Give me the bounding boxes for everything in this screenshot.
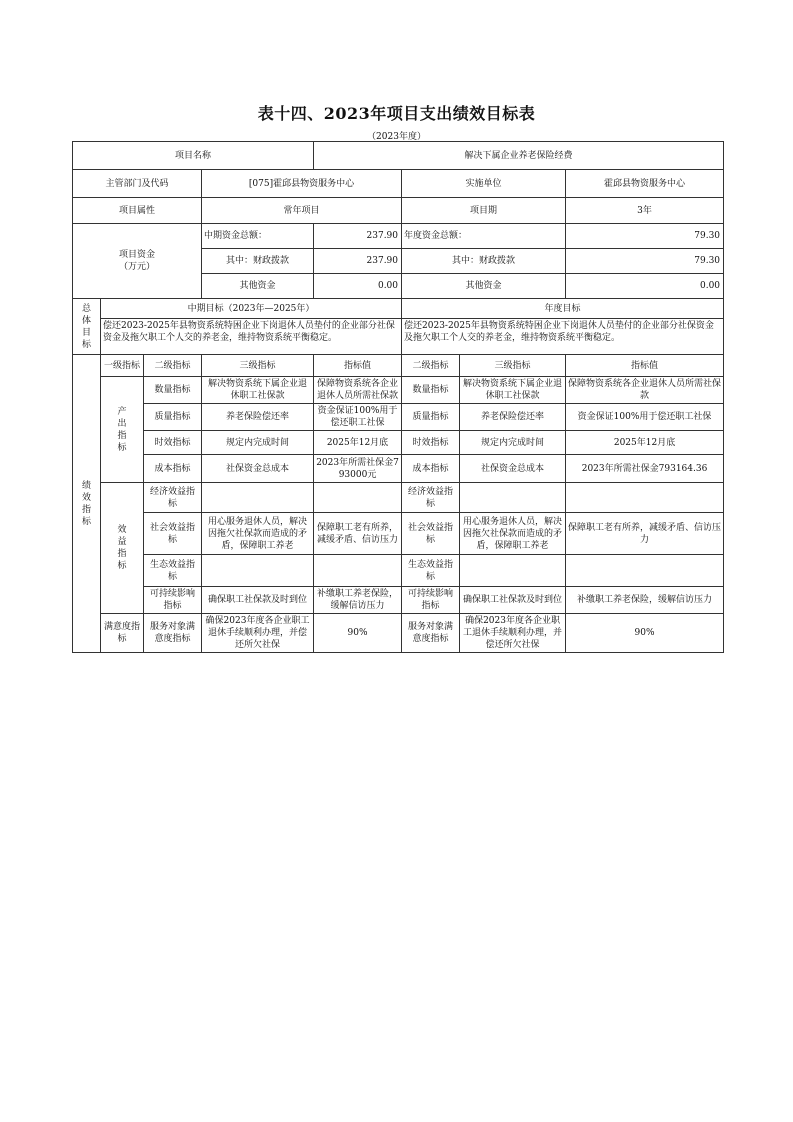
year-goal-header: 年度目标 bbox=[402, 299, 724, 319]
year-value bbox=[566, 555, 724, 587]
mid-goal-header: 中期目标（2023年—2025年） bbox=[101, 299, 402, 319]
year-total-label: 年度资金总额： bbox=[402, 224, 566, 249]
mid-level2: 时效指标 bbox=[144, 431, 202, 455]
mid-other-label: 其他资金 bbox=[202, 274, 314, 299]
table-row bbox=[73, 587, 724, 614]
year-fiscal-value: 79.30 bbox=[566, 249, 724, 274]
mid-level3: 确保职工社保款及时到位 bbox=[202, 587, 314, 614]
mid-level3: 社保资金总成本 bbox=[202, 455, 314, 483]
table-row bbox=[73, 513, 724, 555]
row-goal-text bbox=[73, 319, 724, 355]
mid-level3: 解决物资系统下属企业退休职工社保款 bbox=[202, 377, 314, 404]
header-level1: 一级指标 bbox=[101, 355, 144, 377]
table-row bbox=[73, 431, 724, 455]
mid-level2: 经济效益指标 bbox=[144, 483, 202, 513]
impl-label: 实施单位 bbox=[402, 170, 566, 198]
output-indicator-label bbox=[101, 377, 144, 483]
mid-level3: 确保2023年度各企业职工退休手续顺利办理，并偿还所欠社保 bbox=[202, 614, 314, 653]
year-level2: 服务对象满意度指标 bbox=[402, 614, 460, 653]
year-level3: 确保职工社保款及时到位 bbox=[460, 587, 566, 614]
year-value: 保障物资系统各企业退休人员所需社保款 bbox=[566, 377, 724, 404]
year-level2: 数量指标 bbox=[402, 377, 460, 404]
impl-value: 霍邱县物资服务中心 bbox=[566, 170, 724, 198]
year-value: 补缴职工养老保险，缓解信访压力 bbox=[566, 587, 724, 614]
mid-fiscal-label: 其中：财政拨款 bbox=[202, 249, 314, 274]
table-row bbox=[73, 614, 724, 653]
mid-level2: 生态效益指标 bbox=[144, 555, 202, 587]
mid-value bbox=[314, 483, 402, 513]
fund-unit: （万元） bbox=[118, 262, 155, 272]
mid-level3 bbox=[202, 555, 314, 587]
year-value: 保障职工老有所养，减缓矛盾、信访压力 bbox=[566, 513, 724, 555]
performance-goal-table bbox=[72, 141, 724, 653]
page-title: 表十四、2023年项目支出绩效目标表 bbox=[257, 104, 536, 123]
row-project-name bbox=[73, 142, 724, 170]
row-fund-total bbox=[73, 224, 724, 249]
year-value: 资金保证100%用于偿还职工社保 bbox=[566, 404, 724, 431]
row-indicator-header bbox=[73, 355, 724, 377]
year-level3: 规定内完成时间 bbox=[460, 431, 566, 455]
year-note: （2023年度） bbox=[367, 132, 426, 142]
mid-other-value: 0.00 bbox=[314, 274, 402, 299]
year-level3 bbox=[460, 483, 566, 513]
mid-level3: 规定内完成时间 bbox=[202, 431, 314, 455]
mid-level2: 可持续影响指标 bbox=[144, 587, 202, 614]
mid-value: 2025年12月底 bbox=[314, 431, 402, 455]
fund-label-cell bbox=[73, 224, 202, 299]
performance-indicator-label bbox=[73, 355, 101, 653]
mid-level2: 数量指标 bbox=[144, 377, 202, 404]
mid-level2: 质量指标 bbox=[144, 404, 202, 431]
mid-level3: 养老保险偿还率 bbox=[202, 404, 314, 431]
table-row bbox=[73, 483, 724, 513]
mid-value: 2023年所需社保金793000元 bbox=[314, 455, 402, 483]
year-level2: 时效指标 bbox=[402, 431, 460, 455]
dept-label: 主管部门及代码 bbox=[73, 170, 202, 198]
mid-total-value: 237.90 bbox=[314, 224, 402, 249]
period-value: 3年 bbox=[566, 198, 724, 224]
header-level2-mid: 二级指标 bbox=[144, 355, 202, 377]
year-level2: 质量指标 bbox=[402, 404, 460, 431]
year-level3: 解决物资系统下属企业退休职工社保款 bbox=[460, 377, 566, 404]
project-name: 解决下属企业养老保险经费 bbox=[314, 142, 724, 170]
mid-value bbox=[314, 555, 402, 587]
mid-fiscal-value: 237.90 bbox=[314, 249, 402, 274]
mid-goal-text: 偿还2023-2025年县物资系统特困企业下岗退休人员垫付的企业部分社保资金及拖欠职工个人交的养老金，维持物资系统平衡稳定。 bbox=[101, 319, 402, 355]
table-row bbox=[73, 404, 724, 431]
table-row bbox=[73, 455, 724, 483]
header-level3-mid: 三级指标 bbox=[202, 355, 314, 377]
header-value-year: 指标值 bbox=[566, 355, 724, 377]
year-other-label: 其他资金 bbox=[402, 274, 566, 299]
header-level3-year: 三级指标 bbox=[460, 355, 566, 377]
year-other-value: 0.00 bbox=[566, 274, 724, 299]
header-value-mid: 指标值 bbox=[314, 355, 402, 377]
mid-level3 bbox=[202, 483, 314, 513]
year-level3: 用心服务退休人员，解决因拖欠社保款而造成的矛盾，保障职工养老 bbox=[460, 513, 566, 555]
period-label: 项目期 bbox=[402, 198, 566, 224]
mid-level2: 社会效益指标 bbox=[144, 513, 202, 555]
dept-value: [075]霍邱县物资服务中心 bbox=[202, 170, 402, 198]
year-level2: 经济效益指标 bbox=[402, 483, 460, 513]
mid-level2: 成本指标 bbox=[144, 455, 202, 483]
mid-value: 资金保证100%用于偿还职工社保 bbox=[314, 404, 402, 431]
mid-value: 90% bbox=[314, 614, 402, 653]
year-value: 2023年所需社保金793164.36 bbox=[566, 455, 724, 483]
satisfaction-indicator-label: 满意度指标 bbox=[101, 614, 144, 653]
year-value bbox=[566, 483, 724, 513]
year-level3: 确保2023年度各企业职工退休手续顺利办理，并偿还所欠社保 bbox=[460, 614, 566, 653]
row-goal-header bbox=[73, 299, 724, 319]
mid-value: 保障职工老有所养，减缓矛盾、信访压力 bbox=[314, 513, 402, 555]
mid-level2: 服务对象满意度指标 bbox=[144, 614, 202, 653]
mid-level3: 用心服务退休人员，解决因拖欠社保款而造成的矛盾，保障职工养老 bbox=[202, 513, 314, 555]
overall-goal-label-text: 总体目标 bbox=[81, 303, 91, 350]
header-level2-year: 二级指标 bbox=[402, 355, 460, 377]
year-level3: 社保资金总成本 bbox=[460, 455, 566, 483]
performance-indicator-label-text: 绩效指标 bbox=[81, 480, 91, 527]
attr-label: 项目属性 bbox=[73, 198, 202, 224]
year-fiscal-label: 其中：财政拨款 bbox=[402, 249, 566, 274]
output-indicator-label-text: 产出指标 bbox=[117, 406, 127, 453]
table-row bbox=[73, 377, 724, 404]
mid-value: 保障物资系统各企业退休人员所需社保款 bbox=[314, 377, 402, 404]
year-value: 90% bbox=[566, 614, 724, 653]
year-total-value: 79.30 bbox=[566, 224, 724, 249]
mid-value: 补缴职工养老保险，缓解信访压力 bbox=[314, 587, 402, 614]
overall-goal-label bbox=[73, 299, 101, 355]
year-value: 2025年12月底 bbox=[566, 431, 724, 455]
year-goal-text: 偿还2023-2025年县物资系统特困企业下岗退休人员垫付的企业部分社保资金及拖欠职工个人交的养老金，维持物资系统平衡稳定。 bbox=[402, 319, 724, 355]
benefit-indicator-label bbox=[101, 483, 144, 614]
year-level2: 成本指标 bbox=[402, 455, 460, 483]
row-attribute bbox=[73, 198, 724, 224]
benefit-indicator-label-text: 效益指标 bbox=[117, 525, 127, 571]
project-name-label: 项目名称 bbox=[73, 142, 314, 170]
mid-total-label: 中期资金总额： bbox=[202, 224, 314, 249]
year-level2: 社会效益指标 bbox=[402, 513, 460, 555]
year-level3: 养老保险偿还率 bbox=[460, 404, 566, 431]
year-level2: 生态效益指标 bbox=[402, 555, 460, 587]
fund-label: 项目资金 bbox=[118, 250, 155, 260]
table-row bbox=[73, 555, 724, 587]
attr-value: 常年项目 bbox=[202, 198, 402, 224]
year-level2: 可持续影响指标 bbox=[402, 587, 460, 614]
row-department bbox=[73, 170, 724, 198]
year-level3 bbox=[460, 555, 566, 587]
